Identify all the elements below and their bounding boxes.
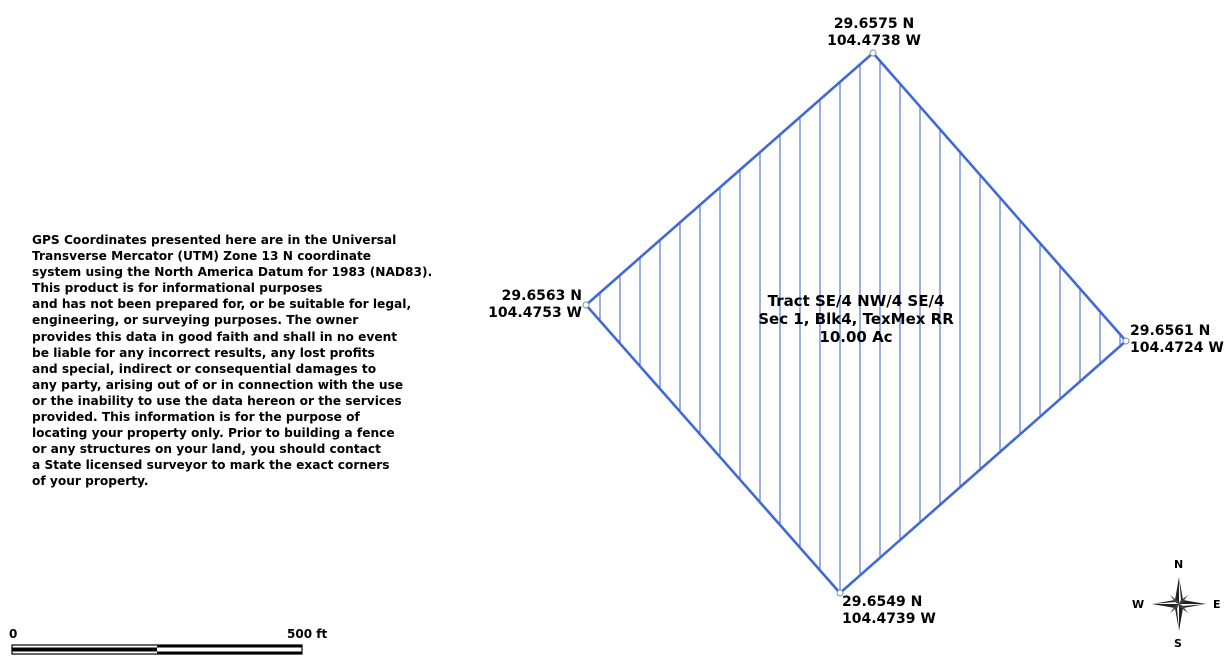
disclaimer-line: or any structures on your land, you should contact [32,442,381,457]
corner-label-north [774,16,974,50]
disclaimer-line: engineering, or surveying purposes. The owner [32,313,359,328]
disclaimer-line: or the inability to use the data hereon or the services [32,393,402,408]
disclaimer-line: GPS Coordinates presented here are in the Universal [32,233,397,247]
compass-north-label: N [1174,558,1184,571]
corner-label-west [420,288,582,322]
scale-end-label: 500 ft [287,627,328,641]
disclaimer-line: provided. This information is for the purpose of [32,410,360,425]
east-longitude: 104.4724 W [1130,340,1224,356]
corner-marker-north[interactable] [870,50,876,56]
disclaimer-line: and special, indirect or consequential damages to [32,361,377,376]
disclaimer-line: a State licensed surveyor to mark the exact corners [32,458,390,473]
compass-west-label: W [1132,598,1145,611]
disclaimer-line: locating your property only. Prior to building a fence [32,426,395,441]
west-latitude: 29.6563 N [501,288,582,304]
south-longitude: 104.4739 W [842,611,936,627]
tract-acreage: 10.00 Ac [819,328,893,346]
tract-section: Sec 1, Blk4, TexMex RR [758,310,954,328]
disclaimer-text [32,232,452,490]
disclaimer-line: any party, arising out of or in connection with the use [32,377,404,392]
disclaimer-line: of your property. [32,474,149,489]
compass-rose-icon [1152,577,1206,631]
disclaimer-line: provides this data in good faith and shall in no event [32,329,398,344]
corner-label-east [1130,323,1224,357]
corner-marker-east[interactable] [1123,338,1129,344]
compass-south-label: S [1174,637,1182,650]
corner-marker-west[interactable] [583,302,589,308]
west-longitude: 104.4753 W [488,305,582,321]
north-latitude: 29.6575 N [833,16,915,32]
disclaimer-line: This product is for informational purposes [32,281,323,296]
east-latitude: 29.6561 N [1130,323,1211,339]
tract-name: Tract SE/4 NW/4 SE/4 [767,292,945,310]
disclaimer-line: be liable for any incorrect results, any lost profits [32,345,375,360]
disclaimer-line: and has not been prepared for, or be suitable for legal, [32,297,412,312]
disclaimer-line: system using the North America Datum for 1983 (NAD83). [32,265,433,280]
south-latitude: 29.6549 N [842,594,923,610]
north-longitude: 104.4738 W [827,33,921,49]
scale-bar [12,645,302,654]
tract-description [706,292,1006,346]
scale-start-label: 0 [9,627,18,641]
corner-label-south [842,594,936,628]
compass-east-label: E [1213,598,1221,611]
disclaimer-line: Transverse Mercator (UTM) Zone 13 N coordinate [32,249,372,264]
